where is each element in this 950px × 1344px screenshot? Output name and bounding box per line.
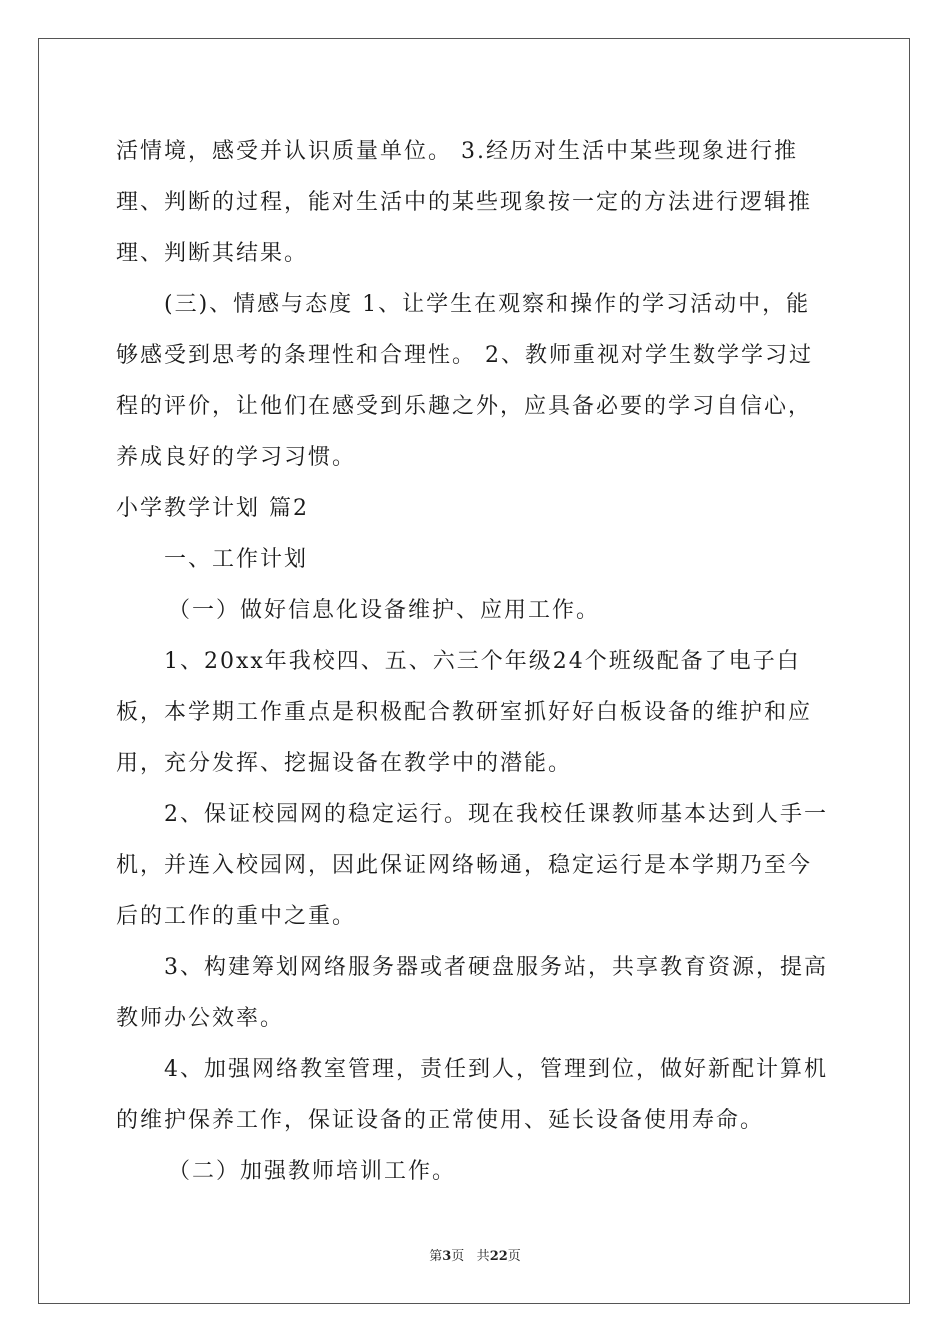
paragraph: 3、构建筹划网络服务器或者硬盘服务站，共享教育资源，提高教师办公效率。 [116, 955, 828, 1031]
heading-level-1: 一、工作计划 [164, 547, 309, 572]
page-number: 3 [442, 1249, 452, 1264]
page-footer [0, 1245, 950, 1264]
paragraph: 2、保证校园网的稳定运行。现在我校任课教师基本达到人手一机，并连入校园网，因此保证网络畅通，稳定运行是本学期乃至今后的工作的重中之重。 [116, 802, 828, 929]
paragraph: 活情境，感受并认识质量单位。 3.经历对生活中某些现象进行推理、判断的过程，能对生活中的某些现象按一定的方法进行逻辑推理、判断其结果。 [116, 139, 813, 266]
footer-page-suffix: 页 [451, 1249, 465, 1264]
paragraph: 4、加强网络教室管理，责任到人，管理到位，做好新配计算机的维护保养工作，保证设备的正常使用、延长设备使用寿命。 [116, 1057, 828, 1133]
heading-level-2: （一）做好信息化设备维护、应用工作。 [168, 598, 601, 623]
paragraph: 1、20xx年我校四、五、六三个年级24个班级配备了电子白板，本学期工作重点是积极配合教研室抓好好白板设备的维护和应用，充分发挥、挖掘设备在教学中的潜能。 [116, 649, 813, 776]
total-pages: 22 [489, 1249, 508, 1264]
document-body [116, 126, 834, 1197]
footer-prefix: 第 [429, 1249, 443, 1264]
paragraph: (三)、情感与态度 1、让学生在观察和操作的学习活动中，能够感受到思考的条理性和合理性。 2、教师重视对学生数学学习过程的评价，让他们在感受到乐趣之外，应具备必要的学习自信心，养成良好的学习习惯。 [116, 292, 813, 470]
footer-total-prefix: 共 [476, 1249, 490, 1264]
footer-total-suffix: 页 [507, 1249, 521, 1264]
heading-level-2: （二）加强教师培训工作。 [168, 1159, 457, 1184]
section-title: 小学教学计划 篇2 [116, 496, 309, 521]
